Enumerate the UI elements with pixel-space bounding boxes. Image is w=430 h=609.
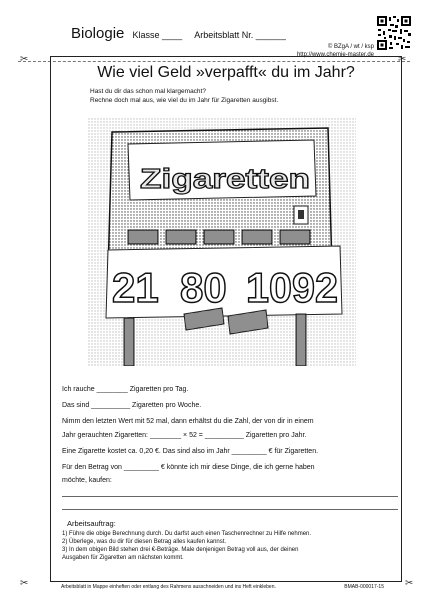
intro-text [90,87,278,105]
subject-label: Biologie [71,25,125,42]
sign-word: Zigaretten [140,163,310,194]
calc-line: Eine Zigarette kostet ca. 0,20 €. Das sind also im Jahr _________ € für Zigaretten. [62,448,319,455]
calc-line: Für den Betrag von _________ € könnte ich mir diese Dinge, die ich gerne haben [62,464,315,471]
price-digit: 80 [180,264,227,311]
header-title [71,25,286,42]
scissors-icon: ✂ [20,54,29,65]
klasse-label: Klasse ____ [132,30,183,40]
worksheet-title: Wie viel Geld »verpafft« du im Jahr? [97,64,355,81]
intro-line: Hast du dir das schon mal klargemacht? [90,88,206,95]
footer-code: BMAB-000017-15 [344,584,384,590]
intro-line: Rechne doch mal aus, wie viel du im Jahr für Zigaretten ausgibst. [90,97,279,104]
scissors-icon: ✂ [20,578,29,589]
answer-line[interactable] [62,509,398,510]
price-digit: 21 [112,264,159,311]
task-item: 3) In dem obigen Bild stehen drei €-Beträge. Male denjenigen Betrag voll aus, der deinen [62,547,299,553]
scissors-icon: ✂ [405,578,414,589]
copyright-text: © BZgA / wt / ksp [327,44,374,50]
answer-line[interactable] [62,496,398,497]
cigarette-sign-illustration [88,118,356,366]
scissors-icon: ✂ [398,54,407,65]
task-item: 2) Überlege, was du dir für diesen Betrag alles kaufen kannst. [62,539,227,545]
task-title: Arbeitsauftrag: [67,519,116,528]
arbeitsblatt-label: Arbeitsblatt Nr. ______ [194,30,286,40]
price-digit: 1092 [246,264,338,311]
website-text: http://www.chemie-master.de [296,52,374,58]
calc-line: Jahr gerauchten Zigaretten: ________ × 52 = __________ Zigaretten pro Jahr. [62,432,307,439]
calc-line: möchte, kaufen: [62,477,112,484]
qr-code-icon [376,15,412,51]
calc-line: Das sind __________ Zigaretten pro Woche. [62,402,202,409]
task-item: Ausgaben für Zigaretten am nächsten kommt. [62,555,184,561]
calc-line: Ich rauche ________ Zigaretten pro Tag. [62,386,189,393]
footer-note: Arbeitsblatt in Mappe einheften oder entlang des Rahmens ausschneiden und ins Heft einkleben. [61,584,276,590]
task-item: 1) Führe die obige Berechnung durch. Du darfst auch einen Taschenrechner zu Hilfe nehmen. [62,531,312,537]
calc-line: Nimm den letzten Wert mit 52 mal, dann erhältst du die Zahl, der von dir in einem [62,418,314,425]
